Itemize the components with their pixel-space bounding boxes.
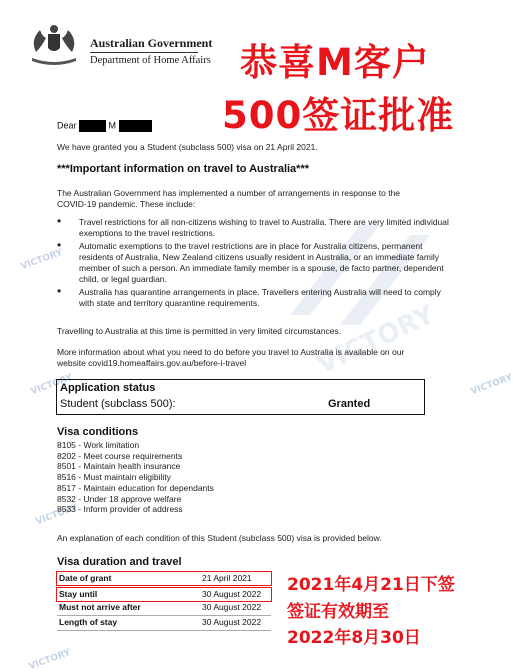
more-info-line-1: More information about what you need to do before you travel to Australia is available on our: [57, 347, 405, 357]
duration-label: Must not arrive after: [59, 602, 141, 612]
watermark-text: VICTORY: [312, 299, 440, 381]
list-item: 8516 - Must maintain eligibility: [57, 472, 171, 483]
table-row: [57, 616, 271, 629]
list-item: 8532 - Under 18 approve welfare: [57, 493, 182, 504]
duration-label: Date of grant: [59, 573, 112, 583]
list-item: 8501 - Maintain health insurance: [57, 461, 181, 472]
duration-value: 21 April 2021: [202, 573, 252, 583]
list-item: • Australia has quarantine arrangements in place. Travellers entering Australia will need to comply with state and territory quarantine requirements.: [57, 287, 452, 309]
list-item: • Automatic exemptions to the travel restrictions are in place for Australia citizens, permanent residents of Australia, New Zealand citizens usually resident in Australia, or an immediate family member of such a person. An immediate family member is a spouse, de facto partner, dependent child, or legal guardian.: [57, 241, 452, 285]
application-status-label: Student (subclass 500):: [60, 398, 176, 410]
intro-line-1: The Australian Government has implemented a number of arrangements in response to the: [57, 188, 401, 198]
watermark-small: VICTORY: [27, 647, 73, 672]
conditions-explanation: An explanation of each condition of this Student (subclass 500) visa is provided below.: [57, 533, 382, 543]
table-row: [57, 601, 271, 614]
redacted-name: [119, 120, 152, 132]
watermark-small: VICTORY: [29, 372, 75, 398]
table-row: [57, 588, 271, 601]
duration-value: 30 August 2022: [202, 589, 262, 599]
table-row: [57, 572, 271, 585]
list-item: 8202 - Meet course requirements: [57, 450, 183, 461]
travel-restrictions-list: [57, 217, 452, 311]
coat-of-arms-icon: [28, 22, 80, 68]
greeting-word: Dear: [57, 120, 77, 131]
application-status-box: [56, 379, 425, 415]
watermark-small: VICTORY: [469, 372, 514, 398]
list-item: 8517 - Maintain education for dependants: [57, 482, 214, 493]
visa-duration-heading: Visa duration and travel: [57, 556, 182, 568]
list-item: • Travel restrictions for all non-citizens wishing to travel to Australia. There are very limited individual exemptions to the travel restrictions.: [57, 217, 452, 239]
intro-line-2: COVID-19 pandemic. These include:: [57, 199, 196, 209]
redacted-name: [79, 120, 106, 132]
duration-label: Stay until: [59, 589, 98, 599]
watermark-small: VICTORY: [19, 247, 65, 273]
travelling-statement: Travelling to Australia at this time is permitted in very limited circumstances.: [57, 326, 342, 336]
row-divider: [57, 630, 271, 631]
annotation-grant-date: 2021年4月21日下签: [287, 575, 455, 595]
duration-value: 30 August 2022: [202, 602, 262, 612]
visa-conditions-heading: Visa conditions: [57, 426, 139, 438]
important-heading: ***Important information on travel to Australia***: [57, 163, 310, 175]
annotation-valid-until: 签证有效期至: [287, 602, 389, 622]
government-title: Australian Government: [90, 36, 213, 50]
header-divider: [90, 52, 198, 53]
grant-statement: We have granted you a Student (subclass 500) visa on 21 April 2021.: [57, 142, 318, 152]
list-item: 8105 - Work limitation: [57, 440, 140, 450]
duration-label: Length of stay: [59, 617, 118, 627]
promo-headline: 恭喜M客户: [240, 41, 430, 84]
annotation-expiry-date: 2022年8月30日: [287, 628, 421, 648]
duration-value: 30 August 2022: [202, 617, 262, 627]
visa-conditions-list: [57, 440, 214, 515]
more-info-line-2: website covid19.homeaffairs.gov.au/before-i-travel: [57, 358, 247, 368]
salutation: [57, 120, 152, 132]
department-name: Department of Home Affairs: [90, 55, 211, 66]
application-status-value: Granted: [328, 398, 371, 410]
greeting-initial: M: [108, 120, 117, 131]
watermark-small: VICTORY: [34, 502, 80, 528]
application-status-heading: Application status: [60, 382, 156, 394]
list-item: 8533 - Inform provider of address: [57, 504, 183, 515]
promo-subheadline: 500签证批准: [222, 94, 455, 137]
